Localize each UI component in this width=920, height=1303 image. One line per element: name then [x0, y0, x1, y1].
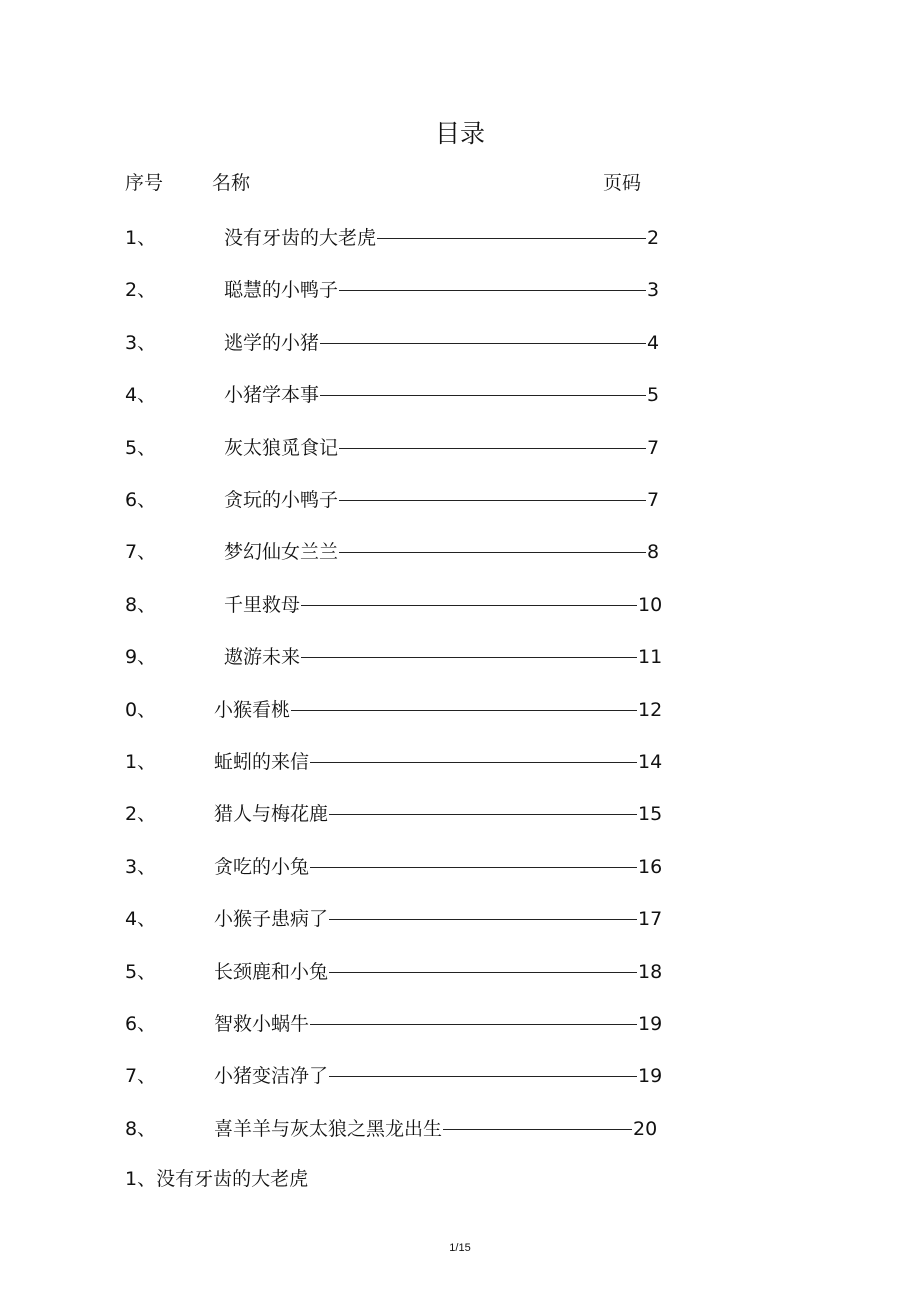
toc-title: 长颈鹿和小兔: [214, 960, 329, 983]
toc-title: 喜羊羊与灰太狼之黑龙出生: [214, 1117, 443, 1140]
toc-leader-line: [338, 486, 647, 514]
header-seq: 序号: [125, 172, 164, 194]
toc-page-number: 12: [638, 698, 663, 721]
toc-title: 蚯蚓的来信: [214, 751, 310, 773]
toc-leader-line: [376, 224, 647, 252]
toc-leader-line: [309, 748, 638, 776]
toc-page-number: 4: [647, 331, 660, 354]
toc-page-number: 14: [638, 751, 663, 773]
toc-title: 梦幻仙女兰兰: [224, 541, 339, 564]
toc-number: 5、: [125, 436, 157, 459]
toc-row: [0, 853, 920, 881]
toc-title: 逃学的小猪: [224, 331, 320, 354]
toc-number: 1、: [125, 751, 157, 773]
toc-page-number: 3: [647, 279, 660, 302]
toc-title: 灰太狼觅食记: [224, 436, 339, 459]
toc-page-number: 8: [647, 541, 660, 564]
toc-row: [0, 1062, 920, 1090]
toc-row: [0, 643, 920, 671]
toc-leader-line: [309, 1010, 638, 1038]
toc-title: 智救小蜗牛: [214, 1013, 310, 1035]
toc-title: 贪玩的小鸭子: [224, 489, 339, 511]
toc-number: 6、: [125, 489, 157, 511]
toc-row: [0, 800, 920, 828]
toc-number: 9、: [125, 646, 157, 669]
toc-page-number: 16: [638, 855, 663, 878]
toc-title: 聪慧的小鸭子: [224, 279, 339, 302]
toc-number: 3、: [125, 855, 157, 878]
toc-page-number: 5: [647, 384, 660, 407]
toc-row: [0, 434, 920, 462]
toc-leader-line: [319, 329, 647, 357]
toc-row: [0, 276, 920, 304]
toc-row: [0, 381, 920, 409]
toc-leader-line: [328, 958, 638, 986]
toc-leader-line: [328, 1062, 638, 1090]
toc-row: [0, 224, 920, 252]
toc-leader-line: [338, 434, 647, 462]
toc-row: [0, 1010, 920, 1038]
toc-row: [0, 696, 920, 724]
toc-number: 4、: [125, 908, 157, 931]
toc-number: 2、: [125, 279, 157, 302]
toc-leader-line: [309, 853, 638, 881]
toc-number: 7、: [125, 541, 157, 564]
toc-row: [0, 486, 920, 514]
page-title: 目录: [434, 119, 485, 148]
toc-leader-line: [300, 643, 638, 671]
toc-number: 3、: [125, 331, 157, 354]
toc-title: 小猪学本事: [224, 384, 320, 407]
toc-page-number: 11: [638, 646, 663, 669]
toc-title: 小猴子患病了: [214, 908, 329, 931]
toc-number: 2、: [125, 803, 157, 826]
toc-number: 0、: [125, 698, 157, 721]
toc-row: [0, 748, 920, 776]
toc-number: 7、: [125, 1065, 157, 1088]
toc-row: [0, 958, 920, 986]
toc-number: 5、: [125, 960, 157, 983]
toc-page-number: 10: [638, 593, 663, 616]
toc-leader-line: [328, 905, 638, 933]
toc-number: 8、: [125, 593, 157, 616]
toc-title: 没有牙齿的大老虎: [224, 227, 377, 249]
toc-leader-line: [328, 800, 638, 828]
header-name: 名称: [212, 172, 251, 194]
toc-page-number: 17: [638, 908, 663, 931]
page-number: 1/15: [449, 1242, 471, 1254]
toc-number: 4、: [125, 384, 157, 407]
toc-title: 贪吃的小兔: [214, 855, 310, 878]
toc-number: 1、: [125, 227, 157, 249]
toc-row: [0, 329, 920, 357]
toc-leader-line: [442, 1115, 633, 1143]
toc-leader-line: [319, 381, 647, 409]
toc-title: 猎人与梅花鹿: [214, 803, 329, 826]
toc-page-number: 19: [638, 1065, 663, 1088]
toc-leader-line: [338, 538, 647, 566]
toc-page-number: 7: [647, 436, 660, 459]
toc-title: 遨游未来: [224, 646, 301, 669]
toc-leader-line: [338, 276, 647, 304]
story-heading: 1、没有牙齿的大老虎: [125, 1168, 309, 1190]
header-page: 页码: [603, 172, 642, 194]
toc-title: 小猴看桃: [214, 698, 291, 721]
toc-row: [0, 1115, 920, 1143]
toc-page-number: 15: [638, 803, 663, 826]
toc-page-number: 2: [647, 227, 660, 249]
toc-page-number: 18: [638, 960, 663, 983]
toc-title: 小猪变洁净了: [214, 1065, 329, 1088]
toc-page-number: 19: [638, 1013, 663, 1035]
toc-title: 千里救母: [224, 593, 301, 616]
toc-page-number: 20: [633, 1117, 658, 1140]
toc-row: [0, 591, 920, 619]
toc-number: 8、: [125, 1117, 157, 1140]
toc-page-number: 7: [647, 489, 660, 511]
toc-number: 6、: [125, 1013, 157, 1035]
toc-leader-line: [300, 591, 638, 619]
toc-row: [0, 538, 920, 566]
toc-row: [0, 905, 920, 933]
toc-leader-line: [290, 696, 638, 724]
